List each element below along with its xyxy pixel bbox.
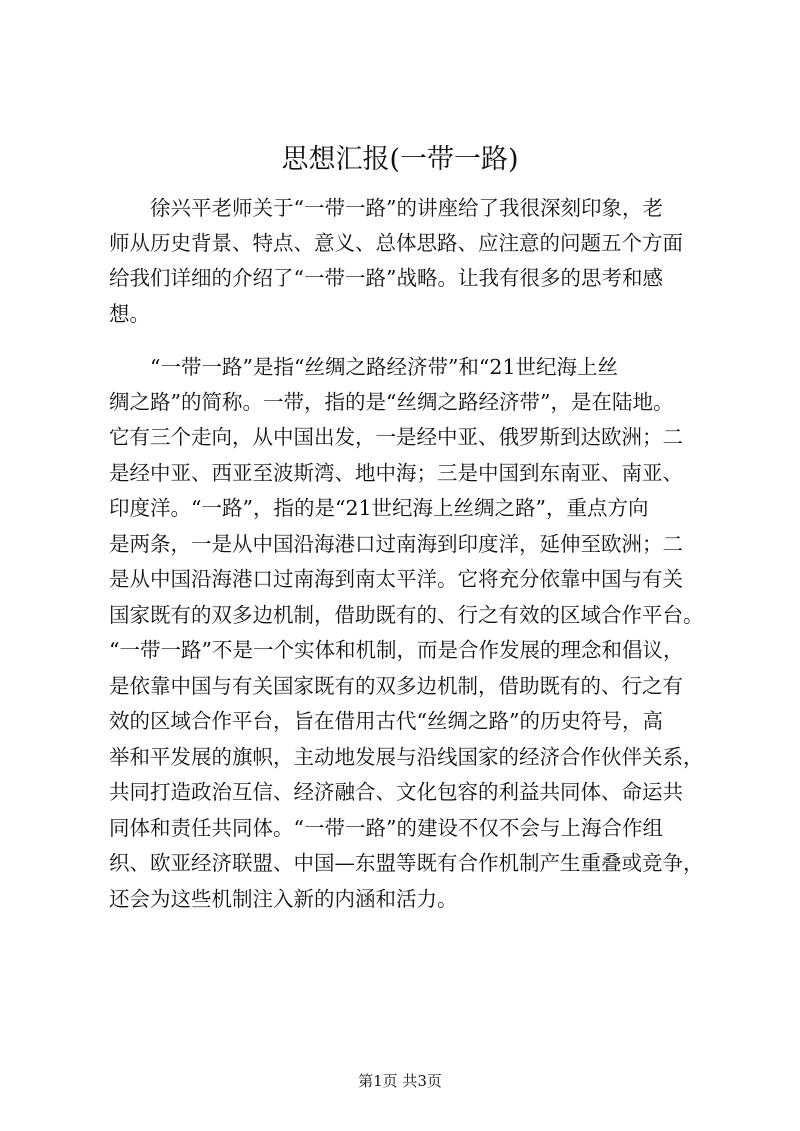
body-line: 国家既有的双多边机制，借助既有的、行之有效的区域合作平台。	[109, 603, 704, 627]
body-line: 想。	[109, 302, 150, 326]
page-number: 第1页 共3页	[358, 1072, 442, 1090]
body-line: 给我们详细的介绍了“一带一路”战略。让我有很多的思考和感	[109, 266, 663, 290]
body-line: 举和平发展的旗帜，主动地发展与沿线国家的经济合作伙伴关系，	[109, 745, 704, 769]
body-line: 它有三个走向，从中国出发，一是经中亚、俄罗斯到达欧洲；二	[109, 425, 683, 449]
document-title: 思想汇报(一带一路)	[281, 144, 519, 175]
body-line: 织、欧亚经济联盟、中国—东盟等既有合作机制产生重叠或竞争，	[109, 851, 704, 875]
body-line: “一带一路”不是一个实体和机制，而是合作发展的理念和倡议，	[109, 638, 684, 662]
body-line: “一带一路”是指“丝绸之路经济带”和“21世纪海上丝	[109, 355, 618, 379]
body-line: 师从历史背景、特点、意义、总体思路、应注意的问题五个方面	[109, 231, 683, 255]
body-line: 绸之路”的简称。一带，指的是“丝绸之路经济带”，是在陆地。	[109, 390, 674, 414]
body-line: 共同打造政治互信、经济融合、文化包容的利益共同体、命运共	[109, 780, 683, 804]
body-line: 还会为这些机制注入新的内涵和活力。	[109, 887, 458, 911]
body-line: 是从中国沿海港口过南海到南太平洋。它将充分依靠中国与有关	[109, 567, 683, 591]
body-line: 效的区域合作平台，旨在借用古代“丝绸之路”的历史符号，高	[109, 709, 663, 733]
body-line: 是两条，一是从中国沿海港口过南海到印度洋，延伸至欧洲；二	[109, 532, 683, 556]
body-line: 徐兴平老师关于“一带一路”的讲座给了我很深刻印象，老	[109, 196, 663, 220]
body-line: 印度洋。“一路”，指的是“21世纪海上丝绸之路”，重点方向	[109, 496, 649, 520]
body-line: 是经中亚、西亚至波斯湾、地中海；三是中国到东南亚、南亚、	[109, 461, 683, 485]
body-line: 同体和责任共同体。“一带一路”的建设不仅不会与上海合作组	[109, 816, 663, 840]
body-line: 是依靠中国与有关国家既有的双多边机制，借助既有的、行之有	[109, 674, 683, 698]
